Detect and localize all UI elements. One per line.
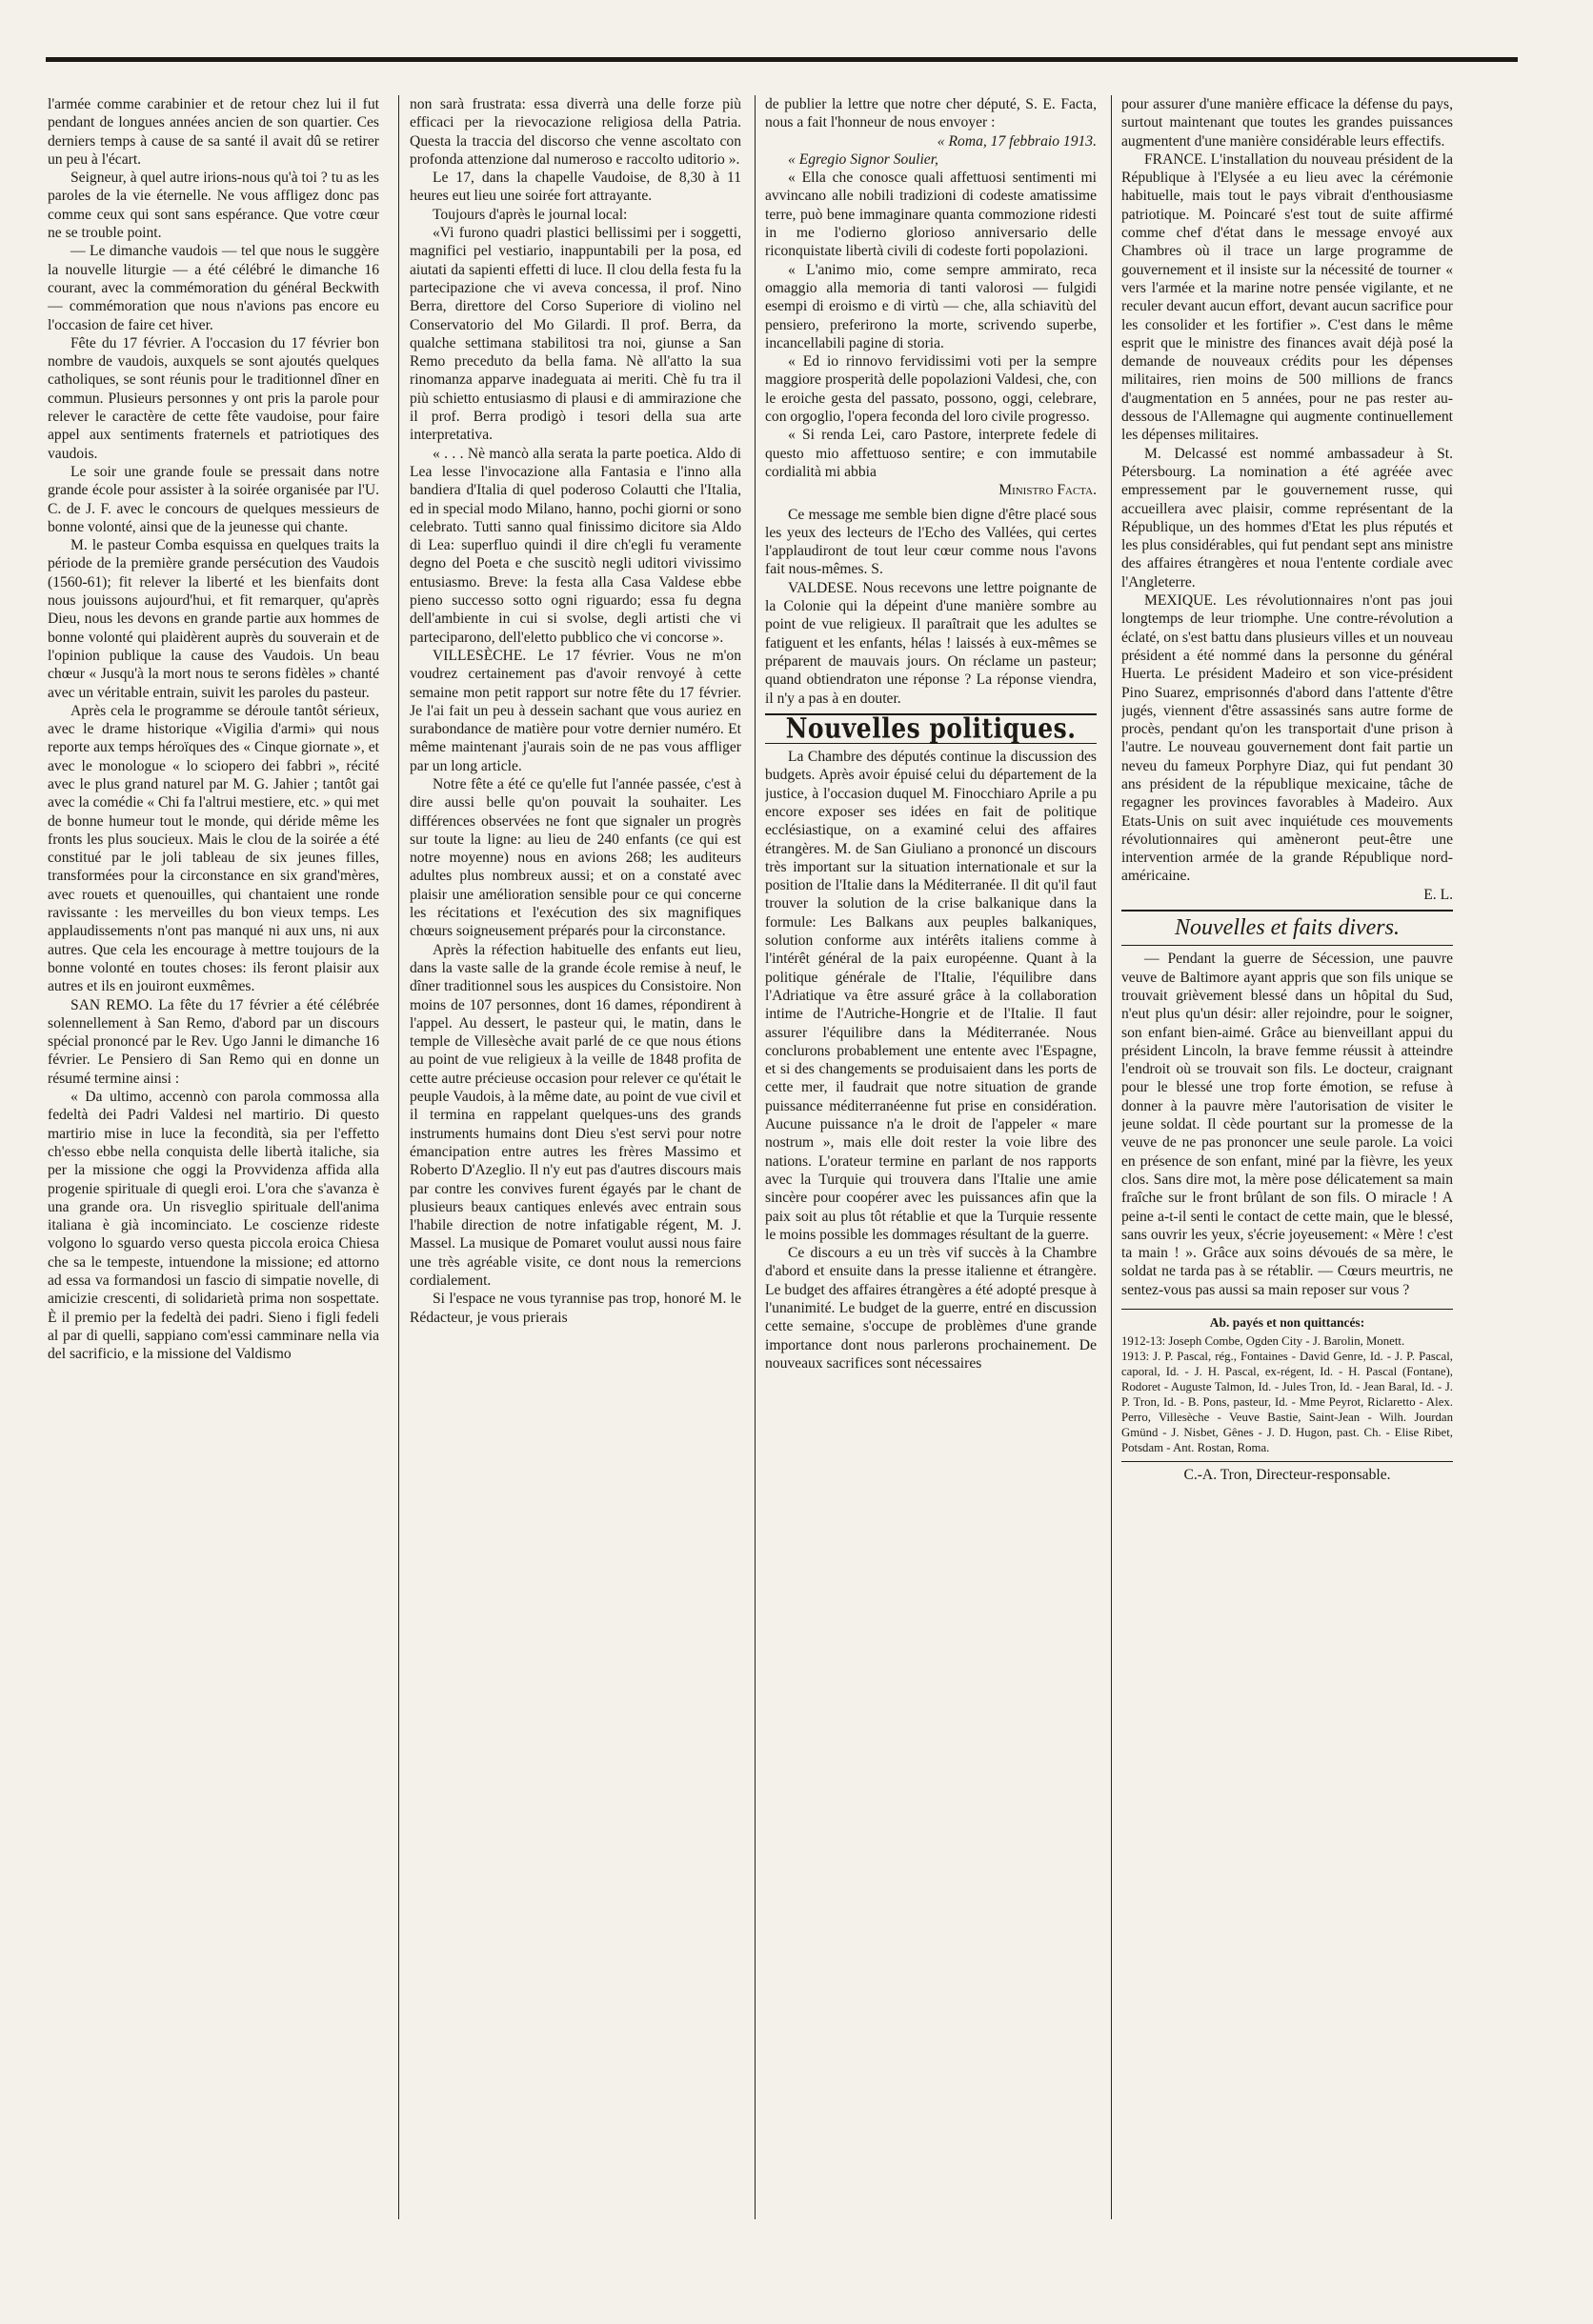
paragraph: La Chambre des députés continue la discussion des budgets. Après avoir épuisé celui du département de la justice, à l'occasion duquel M. Finocchiaro Aprile a pu encore exposer ses idées en fait de politique ecclésiastique, on a examiné celui des affaires étrangères. M. de San Giuliano a prononcé un discours très important sur la situation internationale et sur la position de l'Italie dans la Méditerranée. Il dit qu'il faut trouver la solution de la crise balkanique dans la formule: Les Balkans aux peuples balkaniques, solution conforme aux intérêts italiens comme à l'intérêt général de la paix européenne. Quant à la politique générale de l'Italie, l'équilibre dans l'Adriatique va être assuré grâce à la collaboration intime de l'Autriche-Hongrie et de l'Italie. Il faut assurer l'équilibre dans la Méditerranée. Nous conclurons probablement une entente avec l'Espagne, et si des changements se produisaient dans les ports de cette mer, il faudrait que notre situation de grande puissance méditerranéenne fut prise en considération. Aucune puissance n'a le droit de l'appeler « mare nostrum », mais elle doit rester la voie libre des nations. L'orateur termine en parlant de nos rapports avec la Turquie qui trouvera dans l'Italie une amie sincère pour coopérer avec les puissances afin que la paix soit au plus tôt rétablie et que la Turquie ressente le moins possible les dommages résultant de la guerre. <box>765 749 1097 1243</box>
author-initials: E. L. <box>1423 886 1453 903</box>
letter-salutation: « Egregio Signor Soulier, <box>788 150 938 168</box>
paragraph: FRANCE. L'installation du nouveau président de la République à l'Elysée a eu lieu avec la cérémonie habituelle, mais tout le pays vibrait d'enthousiasme patriotique. M. Poincaré s'est tout de suite affirmé comme chef d'état dans le message envoyé aux Chambres où il trace un large programme de gouvernement et il insiste sur la nécessité de tourner « vers l'armée et la marine notre pensée vigilante, et ne reculer devant aucun effort, devant aucun sacrifice pour les consolider et les fortifier ». C'est dans le même esprit que le ministre des finances avait déjà posé la demande de nouveaux crédits pour les dépenses militaires, rien moins de 500 millions de francs d'augmentation en 5 années, pour ne pas rester au-dessous de l'Allemagne qui augmente continuellement les dépenses militaires. <box>1121 150 1453 444</box>
paragraph: «Vi furono quadri plastici bellissimi per i soggetti, magnifici pel vestiario, inappuntabili per la posa, ed aiutati da sapienti effetti di luce. Il clou della festa fu la partecipazione che vi aveva concessa, il prof. Nino Berra, direttore del Corso Superiore di violino nel Conservatorio del Mo Gilardi. Il prof. Berra, da qualche settimana stabilitosi tra noi, giunse a San Remo preceduto da bella fama. Nè all'atto la sua rinomanza apparve inadeguata ai meriti. Chè fu tra il più schietto entusiasmo di plausi e di ammirazione che il prof. Berra prodigò i tesori della sua arte interpretativa. <box>410 225 741 444</box>
paragraph: — Pendant la guerre de Sécession, une pauvre veuve de Baltimore ayant appris que son fils unique se trouvait grièvement blessé dans un hôpital du Sud, n'eut plus qu'un désir: aller rejoindre, pour le soigner, son enfant bien-aimé. Grâce au bienveillant appui du président Lincoln, la brave femme réussit à atteindre l'endroit où se trouvait son fils. Le docteur, craignant pour le blessé une trop forte émotion, se refuse à donner à la pauvre mère l'autorisation de visiter le jeune soldat. Il cède pourtant sur la promesse de la veuve de ne pas prononcer une seule parole. La voici en présence de son enfant, miné par la fièvre, les yeux clos. Sans dire mot, la mère pose délicatement sa main fraîche sur le front brûlant de son fils. O miracle ! A peine a-t-il senti le contact de cette main, que le blessé, sans ouvrir les yeux, s'écrie joyeusement: « Mère ! c'est ta main ! ». Grâce aux soins dévoués de sa mère, le soldat ne tarda pas à se rétablir. — Cœurs meurtris, ne sentez-vous pas aussi sa main reposer sur vous ? <box>1121 951 1453 1298</box>
paragraph: « Ella che conosce quali affettuosi sentimenti mi avvincano alle nobili tradizioni di codeste amatissime terre, può bene immaginare quanta commozione ridesti in me l'odierno glorioso anniversario delle riconquistate libertà civili di codeste forti popolazioni. <box>765 170 1097 260</box>
paragraph: VALDESE. Nous recevons une lettre poignante de la Colonie qui la dépeint d'une manière sombre au point de vue religieux. Il paraîtrait que les adultes se fatiguent et les enfants, hélas ! laissés à eux-mêmes se préparent de mauvais jours. On réclame un pasteur; quand obtiendraton une réponse ? La réponse viendra, il n'y a pas à en douter. <box>765 579 1097 707</box>
paragraph: pour assurer d'une manière efficace la défense du pays, surtout maintenant que toutes les grandes puissances augmentent d'une manière considérable leurs effectifs. <box>1121 96 1453 150</box>
column-3 <box>765 95 1097 2224</box>
section-title-divers: Nouvelles et faits divers. <box>1175 915 1400 941</box>
paragraph: SAN REMO. La fête du 17 février a été célébrée solennellement à San Remo, d'abord par un discours spécial prononcé par le Rev. Ugo Janni le dimanche 16 février. Le Pensiero di San Remo qui en donne un résumé termine ainsi : <box>48 996 379 1087</box>
column-divider <box>1111 95 1112 2219</box>
quittances-block <box>1121 1315 1453 1455</box>
paragraph: Seigneur, à quel autre irions-nous qu'à toi ? tu as les paroles de la vie éternelle. Ne vous affligez donc pas comme ceux qui sont sans espérance. Que votre cœur ne se trouble point. <box>48 170 379 242</box>
top-rule <box>46 57 1518 62</box>
column-1 <box>48 95 379 2224</box>
quittances-entry: 1913: J. P. Pascal, rég., Fontaines - David Genre, Id. - J. P. Pascal, caporal, Id. - J. H. Pascal, ex-régent, Id. - H. Pascal (Fontane), Rodoret - Auguste Talmon, Id. - Jules Tron, Id. - Jean Baral, Id. - J. P. Tron, Id. - B. Pons, pasteur, Id. - Mme Peyrot, Riclaretto - Alex. Perro, Villesèche - Veuve Bastie, Saint-Jean - Wilh. Jourdan Gmünd - J. Nisbet, Gênes - J. D. Hugon, past. Ch. - Elise Ribet, Potsdam - Ant. Rostan, Roma. <box>1121 1350 1453 1454</box>
paragraph: « . . . Nè mancò alla serata la parte poetica. Aldo di Lea lesse l'invocazione alla Fantasia e l'inno alla bandiera d'Italia di quel poderoso Colautti che l'Italia, ed in special modo Milano, hanno, pochi giorni or sono celebrato. Tutti sanno qual finissimo dicitore sia Aldo di Lea: superfluo quindi il dire ch'egli fu veramente degno del Poeta e che suscitò negli uditori vivissimo entusiasmo. Breve: la festa alla Casa Valdese ebbe pieno successo sotto ogni riguardo; essa fu degna dell'ambiente in cui si svolse, degli artisti che vi parteciparono, dell'eletto pubblico che vi concorse ». <box>410 445 741 646</box>
paragraph: — Le dimanche vaudois — tel que nous le suggère la nouvelle liturgie — a été célébré le dimanche 16 courant, avec la commémoration du général Beckwith — commémoration que nous n'avions pas encore eu l'occasion de faire cet hiver. <box>48 243 379 333</box>
paragraph: Ce discours a eu un très vif succès à la Chambre d'abord et ensuite dans la presse italienne et étrangère. Le budget des affaires étrangères a été adopté presque à l'unanimité. Le budget de la guerre, entré en discussion cette semaine, s'occupe de problèmes d'une grande importance dont nous parlerons prochainement. De nouveaux sacrifices sont nécessaires <box>765 1245 1097 1372</box>
quittances-entry: 1912-13: Joseph Combe, Ogden City - J. Barolin, Monett. <box>1121 1334 1405 1348</box>
section-rule <box>1121 945 1453 946</box>
column-2 <box>410 95 741 2224</box>
paragraph: MEXIQUE. Les révolutionnaires n'ont pas joui longtemps de leur triomphe. Une contre-révolution a éclaté, on s'est battu dans plusieurs villes et un nouveau président a été nommé dans la personne du général Huerta. Le président Madeiro et son vice-président Pino Suarez, emprisonnés d'abord dans l'attente d'être jugés, viennent d'être assassinés sans autre forme de procès, pendant qu'on les transportait d'une prison à l'autre. Le nouveau gouvernement dont fait partie un neveu du fameux Porphyre Diaz, qui fut pendant 30 ans président de la république mexicaine, tâche de regagner les provinces favorables à Madeiro. Aux Etats-Unis on suit avec inquiétude ces mouvements révolutionnaires qui amèneront peut-être une intervention armée de la grande République nord-américaine. <box>1121 592 1453 885</box>
paragraph: de publier la lettre que notre cher député, S. E. Facta, nous a fait l'honneur de nous envoyer : <box>765 96 1097 131</box>
paragraph: Le soir une grande foule se pressait dans notre grande école pour assister à la soirée organisée par l'U. C. de J. F. avec le concours de quelques messieurs de bonne volonté, ainsi que de la jeunesse qui chante. <box>48 463 379 535</box>
paragraph: Après la réfection habituelle des enfants eut lieu, dans la vaste salle de la grande école remise à neuf, le dîner traditionnel sous les auspices du Consistoire. Non moins de 107 personnes, dont 16 dames, répondirent à l'appel. Au dessert, le pasteur qui, le matin, dans le temple de Villesèche avait parlé de ce que nous étions au point de vue religieux à la veille de 1848 profita de cette autre précieuse occasion pour relever ce qu'était le peuple Vaudois, à la même date, au point de vue civil et il termina en rappelant quelques-uns des grands instruments humains dont Dieu s'est servi pour notre émancipation entre autres les frères Massimo et Roberto D'Azeglio. Il n'y eut pas d'autres discours mais par contre les convives furent égayés par le chant de plusieurs beaux cantiques enlevés avec entrain sous l'habile direction de notre infatigable régent, M. J. Massel. La musique de Pomaret voulut aussi nous faire une très agréable visite, ce dont nous la remercions cordialement. <box>410 941 741 1289</box>
section-title-politiques: Nouvelles politiques. <box>785 711 1077 744</box>
letter-signature: Ministro Facta. <box>998 482 1097 499</box>
paragraph: Le 17, dans la chapelle Vaudoise, de 8,30 à 11 heures eut lieu une soirée fort attrayante. <box>410 170 741 205</box>
section-rule <box>1121 1461 1453 1462</box>
section-rule <box>1121 910 1453 912</box>
paragraph: Après cela le programme se déroule tantôt sérieux, avec le drame historique «Vigilia d'armi» qui nous reporte aux temps héroïques des « Cinque giornate », et avec le monologue « lo sciopero dei fabbri », récité avec le plus grand naturel par M. G. Jahier ; tantôt gai avec la comédie « Chi fa l'altrui mestiere, etc. » qui met de bonne humeur tout le monde, qui déride même les fronts les plus soucieux. Mais le clou de la soirée a été constitué par le joli tableau de six jeunes filles, transformées pour la circonstance en six grand'mères, avec rouets et quenouilles, qui chantaient une ronde ravissante : les merveilles du bon vieux temps. Les applaudissements n'ont pas manqué ni aux uns, ni aux autres. Que cela les encourage à mettre toujours de la bonne volonté en toutes choses: ils feront plaisir aux autres et ils en jouiront euxmêmes. <box>48 702 379 995</box>
director-line: C.-A. Tron, Directeur-responsable. <box>1183 1467 1391 1483</box>
paragraph: non sarà frustrata: essa diverrà una delle forze più efficaci per la rievocazione religiosa della Patria. Questa la traccia del discorso che venne ascoltato con profonda attenzione dal numeroso e raccolto uditorio ». <box>410 96 741 168</box>
paragraph: Fête du 17 février. A l'occasion du 17 février bon nombre de vaudois, auxquels se sont ajoutés quelques catholiques, se sont réunis pour le traditionnel dîner en commun. Plusieurs personnes y ont pris la parole pour relever le caractère de cette fête vaudoise, pour faire appel aux sentiments fraternels et patriotiques des vaudois. <box>48 334 379 462</box>
paragraph: « Ed io rinnovo fervidissimi voti per la sempre maggiore prosperità delle popolazioni Valdesi, che, con le eroiche gesta del passato, possono, oggi, celebrare, con orgoglio, l'opera feconda del loro civile progresso. <box>765 353 1097 426</box>
paragraph: « Da ultimo, accennò con parola commossa alla fedeltà dei Padri Valdesi nel martirio. Di questo martirio mise in luce la fecondità, sia per l'effetto ch'esso ebbe nella conquista delle libertà italiche, sia per la missione che oggi la Provvidenza affida alla progenie spirituale di quegli eroi. L'ora che s'avanza è una grande ora. Un risveglio spirituale dell'anima italiana è già incominciato. Le coscienze rideste volgono lo sguardo verso questa piccola eroica Chiesa che sa le tempeste, intuendone la missione; ed attorno ad essa va formandosi un fascio di simpatie novelle, di amicizie crescenti, di solidarietà prima non sospettate. È il premio per la fedeltà dei padri. Sieno i figli fedeli al par di quelli, sappiano com'essi camminare nella via del sacrificio, e la missione del Valdismo <box>48 1089 379 1363</box>
section-rule <box>1121 1309 1453 1310</box>
column-divider <box>398 95 399 2219</box>
paragraph: « L'animo mio, come sempre ammirato, reca omaggio alla memoria di tanti valorosi — fulgidi esempi di eroismo e di virtù — che, alla schiavitù del pensiero, preferirono la morte, scrivendo superbe, incancellabili pagine di storia. <box>765 261 1097 351</box>
paragraph: Notre fête a été ce qu'elle fut l'année passée, c'est à dire aussi belle qu'on pouvait la souhaiter. Les différences observées ne font que signaler un progrès sur toute la ligne: au lieu de 240 enfants (ce qui est notre moyenne) nous en avions 268; les auditeurs adultes plus nombreux aussi; et on a constaté avec plaisir une amélioration sensible pour ce qui concerne les récitations et l'exécution des six magnifiques chœurs soigneusement préparés pour la circonstance. <box>410 775 741 940</box>
column-divider <box>755 95 756 2219</box>
quittances-title: Ab. payés et non quittancés: <box>1209 1315 1365 1330</box>
paragraph: Si l'espace ne vous tyrannise pas trop, honoré M. le Rédacteur, je vous prierais <box>410 1291 741 1326</box>
paragraph: « Si renda Lei, caro Pastore, interprete fedele di questo mio affettuoso sentire; e con immutabile cordialità mi abbia <box>765 427 1097 480</box>
paragraph: VILLESÈCHE. Le 17 février. Vous ne m'on voudrez certainement pas d'avoir renvoyé à cette semaine mon petit rapport sur notre fête du 17 février. Je l'ai fait un peu à dessein sachant que vous auriez en surabondance de matière pour votre dernier numéro. Et même maintenant j'aurais soin de ne pas vous affliger par un long article. <box>410 647 741 774</box>
paragraph: Toujours d'après le journal local: <box>433 206 628 223</box>
paragraph: l'armée comme carabinier et de retour chez lui il fut pendant de longues années ancien de son quartier. Ces derniers temps à cause de sa santé il avait dû se retirer un peu à l'écart. <box>48 96 379 168</box>
column-4 <box>1121 95 1453 2224</box>
letter-date: « Roma, 17 febbraio 1913. <box>937 132 1097 150</box>
paragraph: M. Delcassé est nommé ambassadeur à St. Pétersbourg. La nomination a été agréée avec empressement par le gouvernement russe, qui accueillera avec plaisir, comme représentant de la République, un des hommes d'Etat les plus réputés et les plus considérables, qui fut pendant sept ans ministre des affaires étrangères et noua l'entente cordiale avec l'Angleterre. <box>1121 445 1453 591</box>
paragraph: Ce message me semble bien digne d'être placé sous les yeux des lecteurs de l'Echo des Vallées, qui certes l'applaudiront de tout leur cœur comme nous l'avons fait nous-mêmes. S. <box>765 506 1097 578</box>
paragraph: M. le pasteur Comba esquissa en quelques traits la période de la première grande persécution des Vaudois (1560-61); fit relever la liberté et les bienfaits dont nous jouissons aujourd'hui, et fit remarquer, qu'après Dieu, nous les devons en grande partie aux hommes de bonne volonté qui plaidèrent auprès du souverain et de l'opinion publique la cause des Vaudois. Un beau chœur « Jusqu'à la mort nous te serons fidèles » chanté avec un véritable entrain, suivit les paroles du pasteur. <box>48 537 379 701</box>
